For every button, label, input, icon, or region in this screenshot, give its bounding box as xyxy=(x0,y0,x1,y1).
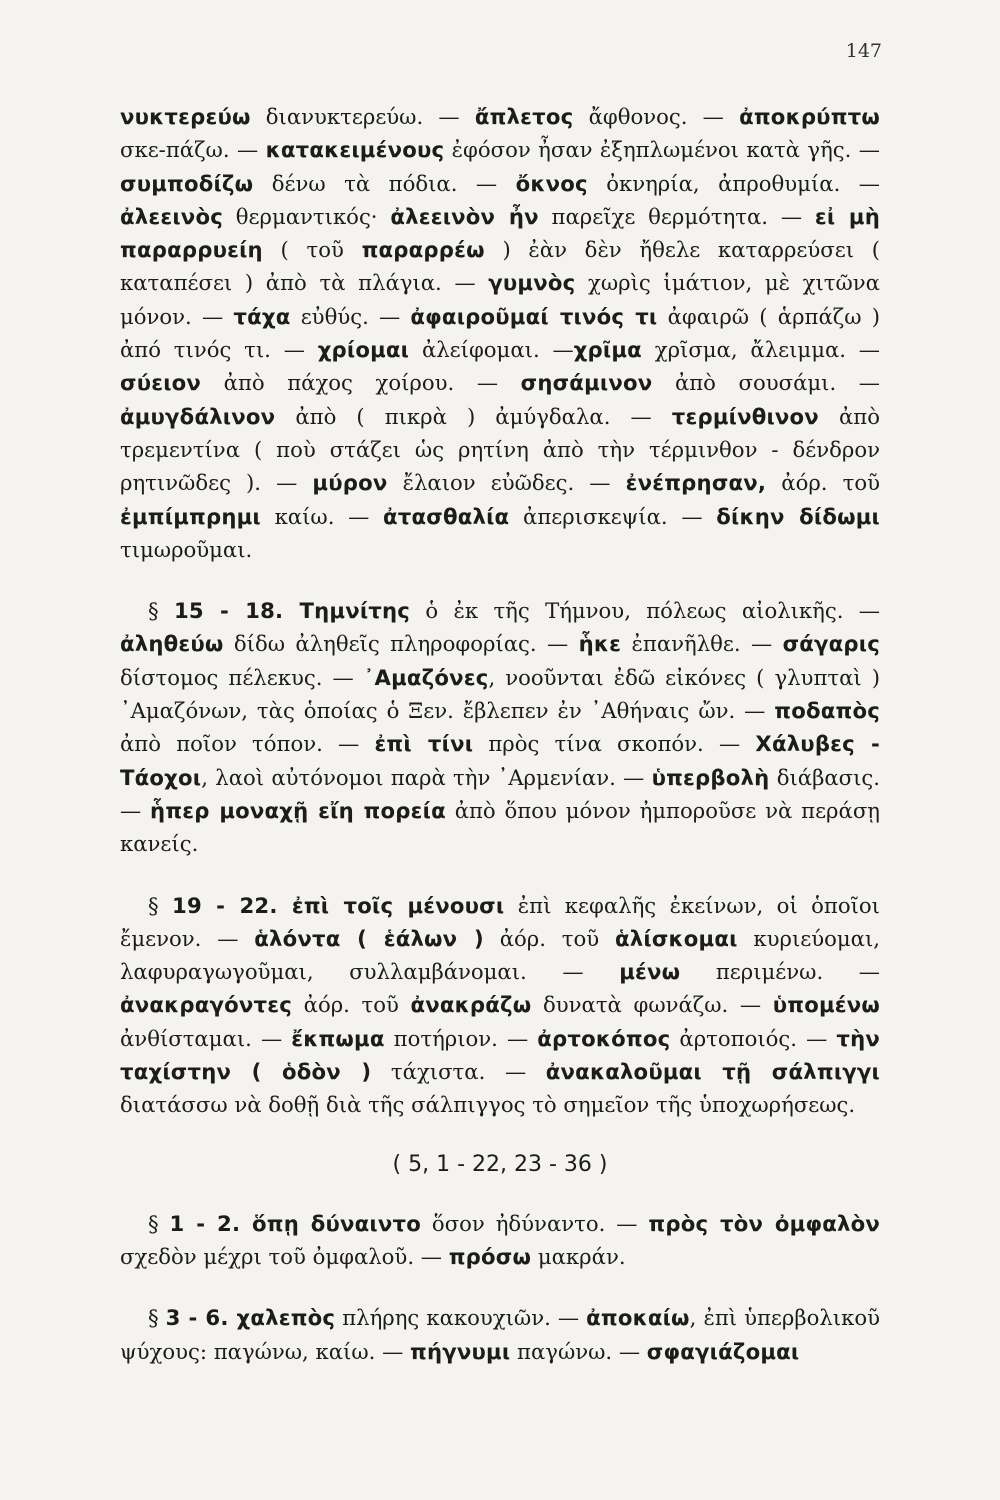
gloss-text: ἔλαιον εὐῶδες. — xyxy=(387,470,626,496)
gloss-text: χωρὶς ἱμάτιον, μὲ χιτῶνα μόνον. — xyxy=(120,270,880,329)
gloss-text: ἐπὶ κεφαλῆς ἐκείνων, οἱ ὁποῖοι ἔμενον. — xyxy=(120,892,880,951)
gloss-text: ἀπὸ ποῖον τόπον. — xyxy=(120,731,375,757)
headword: 19 - 22. ἐπὶ τοῖς μένουσι xyxy=(172,892,505,918)
headword: ἁλίσκομαι xyxy=(615,925,738,951)
headword: συμποδίζω xyxy=(120,170,254,196)
headword: ἀμυγδάλινον xyxy=(120,403,276,429)
gloss-text: δένω τὰ πόδια. — xyxy=(253,170,516,196)
gloss-text: περιμένω. — xyxy=(680,959,880,985)
paragraph-section-1-2 xyxy=(120,1207,880,1274)
headword: σησάμινον xyxy=(520,370,653,396)
paragraph-glossary-1 xyxy=(120,100,880,566)
paragraph-section-3-6 xyxy=(120,1301,880,1368)
headword: σύειον xyxy=(120,370,202,396)
headword: ἀφαιροῦμαί τινός τι xyxy=(410,303,658,329)
gloss-text: , ἐπὶ ὑπερβολικοῦ ψύχους: παγώνω, καίω. — xyxy=(120,1305,880,1364)
headword: ἀνακράζω xyxy=(410,992,532,1018)
gloss-text: ἀνθίσταμαι. — xyxy=(120,1025,292,1051)
gloss-text: § xyxy=(148,892,173,918)
gloss-text: τιμωροῦμαι. xyxy=(120,536,253,562)
gloss-text: ἀφαιρῶ ( ἁρπάζω ) ἀπό τινός τι. — xyxy=(120,303,880,363)
headword: πήγνυμι xyxy=(410,1338,511,1364)
gloss-text: μακράν. xyxy=(531,1243,626,1269)
gloss-text: , νοοῦνται ἐδῶ εἰκόνες ( γλυπταὶ ) ᾿Αμαζόνων, τὰς ὁποίας ὁ Ξεν. ἔβλεπεν ἐν ᾿Αθήναις ὤν. — xyxy=(120,664,880,724)
gloss-text: ὅσον ἠδύναντο. — xyxy=(421,1210,649,1236)
headword: ὑπομένω xyxy=(772,992,880,1018)
gloss-text: ἀρτοποιός. — xyxy=(670,1025,837,1051)
gloss-text: ἀπὸ ( πικρὰ ) ἀμύγδαλα. — xyxy=(275,403,672,429)
gloss-text: ἀπὸ πάχος χοίρου. — xyxy=(201,370,521,396)
headword: γυμνὸς xyxy=(488,270,576,296)
headword: 15 - 18. Τημνίτης xyxy=(173,598,411,624)
gloss-text: θερμαντικός· xyxy=(222,203,391,229)
headword: ποδαπὸς xyxy=(774,698,880,724)
gloss-text: ἐφόσον ἦσαν ἐξηπλωμένοι κατὰ γῆς. — xyxy=(444,137,880,163)
headword: μένω xyxy=(619,959,681,985)
headword: σάγαρις xyxy=(782,631,880,657)
gloss-text: ἀόρ. τοῦ xyxy=(483,925,615,951)
gloss-text: ἀπὸ ὅπου μόνον ἠμποροῦσε νὰ περάσῃ κανείς. xyxy=(120,797,880,857)
headword: ἀποκαίω xyxy=(586,1305,690,1331)
gloss-text: ὀκνηρία, ἀπροθυμία. — xyxy=(587,170,880,196)
gloss-text: τάχιστα. — xyxy=(371,1059,546,1085)
headword: ἁλόντα ( ἑάλων ) xyxy=(254,925,484,951)
paragraph-section-19-22 xyxy=(120,889,880,1122)
gloss-text: σχεδὸν μέχρι τοῦ ὀμφαλοῦ. — xyxy=(120,1243,449,1269)
headword: εἰ μὴ παραρρυείη xyxy=(120,203,880,263)
headword: ἐνέπρησαν, xyxy=(625,470,767,496)
headword: ἀρτοκόπος xyxy=(537,1025,671,1051)
gloss-text: § xyxy=(148,598,174,624)
headword: ἀλεεινὸν ἦν xyxy=(390,203,539,229)
headword: ἐμπίμπρημι xyxy=(120,503,261,529)
gloss-text: διάβασις. — xyxy=(120,764,881,823)
gloss-text: χρῖσμα, ἄλειμμα. — xyxy=(641,337,880,363)
headword: παραρρέω xyxy=(361,237,485,263)
headword: ὑπερβολὴ xyxy=(651,764,770,790)
headword: ἀληθεύω xyxy=(120,631,224,657)
chapter-reference-heading: ( 5, 1 - 22, 23 - 36 ) xyxy=(392,1151,608,1177)
headword: χρίομαι xyxy=(317,337,410,363)
gloss-text: κυριεύομαι, λαφυραγωγοῦμαι, συλλαμβάνομαι. — xyxy=(120,925,880,985)
gloss-text: ἀόρ. τοῦ xyxy=(766,470,880,496)
headword: χρῖμα xyxy=(573,337,642,363)
headword: μύρον xyxy=(312,470,388,496)
gloss-text: ἀπὸ σουσάμι. — xyxy=(652,370,880,396)
gloss-text: ἄφθονος. — xyxy=(573,104,740,129)
headword: 3 - 6. χαλεπὸς xyxy=(165,1305,336,1331)
gloss-text: δυνατὰ φωνάζω. — xyxy=(531,992,773,1018)
headword: ἀνακαλοῦμαι τῇ σάλπιγγι xyxy=(545,1059,880,1085)
gloss-text: , λαοὶ αὐτόνομοι παρὰ τὴν ᾿Αρμενίαν. — xyxy=(201,764,652,790)
gloss-text: καίω. — xyxy=(260,503,384,529)
gloss-text: ἀόρ. τοῦ xyxy=(292,992,411,1018)
paragraph-section-15-18 xyxy=(120,594,880,860)
gloss-text: ) ἐὰν δὲν ἤθελε καταρρεύσει ( καταπέσει ) ἀπὸ τὰ πλάγια. — xyxy=(120,237,880,296)
headword: πρὸς τὸν ὀμφαλὸν xyxy=(648,1210,880,1236)
gloss-text: εὐθύς. — xyxy=(290,303,411,329)
headword: ἧπερ μοναχῇ εἴη πορεία xyxy=(150,797,446,823)
gloss-text: σκε-πάζω. — xyxy=(120,137,266,163)
gloss-text: παγώνω. — xyxy=(510,1338,647,1364)
page-body xyxy=(120,100,880,1368)
headword: 1 - 2. ὅπῃ δύναιντο xyxy=(169,1210,421,1236)
gloss-text: ἀπερισκεψία. — xyxy=(509,503,717,529)
gloss-text: πλήρης κακουχιῶν. — xyxy=(335,1305,587,1331)
gloss-text: ποτήριον. — xyxy=(384,1025,538,1051)
page-number: 147 xyxy=(845,40,882,62)
headword: τερμίνθινον xyxy=(671,403,819,429)
gloss-text: ἐπανῆλθε. — xyxy=(621,631,783,657)
gloss-text: § xyxy=(148,1210,170,1236)
headword: τάχα xyxy=(233,303,291,329)
headword: τὴν ταχίστην ( ὁδὸν ) xyxy=(120,1025,880,1085)
gloss-text: διανυκτερεύω. — xyxy=(250,104,475,129)
gloss-text: ὁ ἐκ τῆς Τήμνου, πόλεως αἰολικῆς. — xyxy=(410,598,880,624)
headword: σφαγιάζομαι xyxy=(646,1338,800,1364)
headword: ᾿Αμαζόνες xyxy=(363,664,489,690)
headword: νυκτερεύω xyxy=(120,104,251,129)
headword: ἀποκρύπτω xyxy=(739,104,880,129)
headword: ἐπὶ τίνι xyxy=(374,731,474,757)
gloss-text: πρὸς τίνα σκοπόν. — xyxy=(473,731,756,757)
headword: δίκην δίδωμι xyxy=(716,503,880,529)
headword: ἄπλετος xyxy=(474,104,574,129)
gloss-text: διατάσσω νὰ δοθῇ διὰ τῆς σάλπιγγος τὸ σημεῖον τῆς ὑποχωρήσεως. xyxy=(120,1092,856,1118)
headword: ἀλεεινὸς xyxy=(120,203,223,229)
headword: ἧκε xyxy=(578,631,622,657)
headword: πρόσω xyxy=(448,1243,532,1269)
gloss-text: δίδω ἀληθεῖς πληροφορίας. — xyxy=(223,631,579,657)
headword: κατακειμένους xyxy=(265,137,445,163)
gloss-text: § xyxy=(148,1305,166,1331)
headword: ἀνακραγόντες xyxy=(120,992,293,1018)
gloss-text: ( τοῦ xyxy=(262,237,362,263)
gloss-text: ἀπὸ τρεμεντίνα ( ποὺ στάζει ὡς ρητίνη ἀπὸ τὴν τέρμινθον - δένδρον ρητινῶδες ). — xyxy=(120,403,880,496)
headword: Χάλυβες - Τάοχοι xyxy=(120,731,880,790)
gloss-text: δίστομος πέλεκυς. — xyxy=(120,664,364,690)
gloss-text: ἀλείφομαι. — xyxy=(409,337,574,363)
gloss-text: παρεῖχε θερμότητα. — xyxy=(538,203,815,229)
headword: ὄκνος xyxy=(515,170,588,196)
headword: ἔκπωμα xyxy=(291,1025,385,1051)
headword: ἀτασθαλία xyxy=(383,503,510,529)
